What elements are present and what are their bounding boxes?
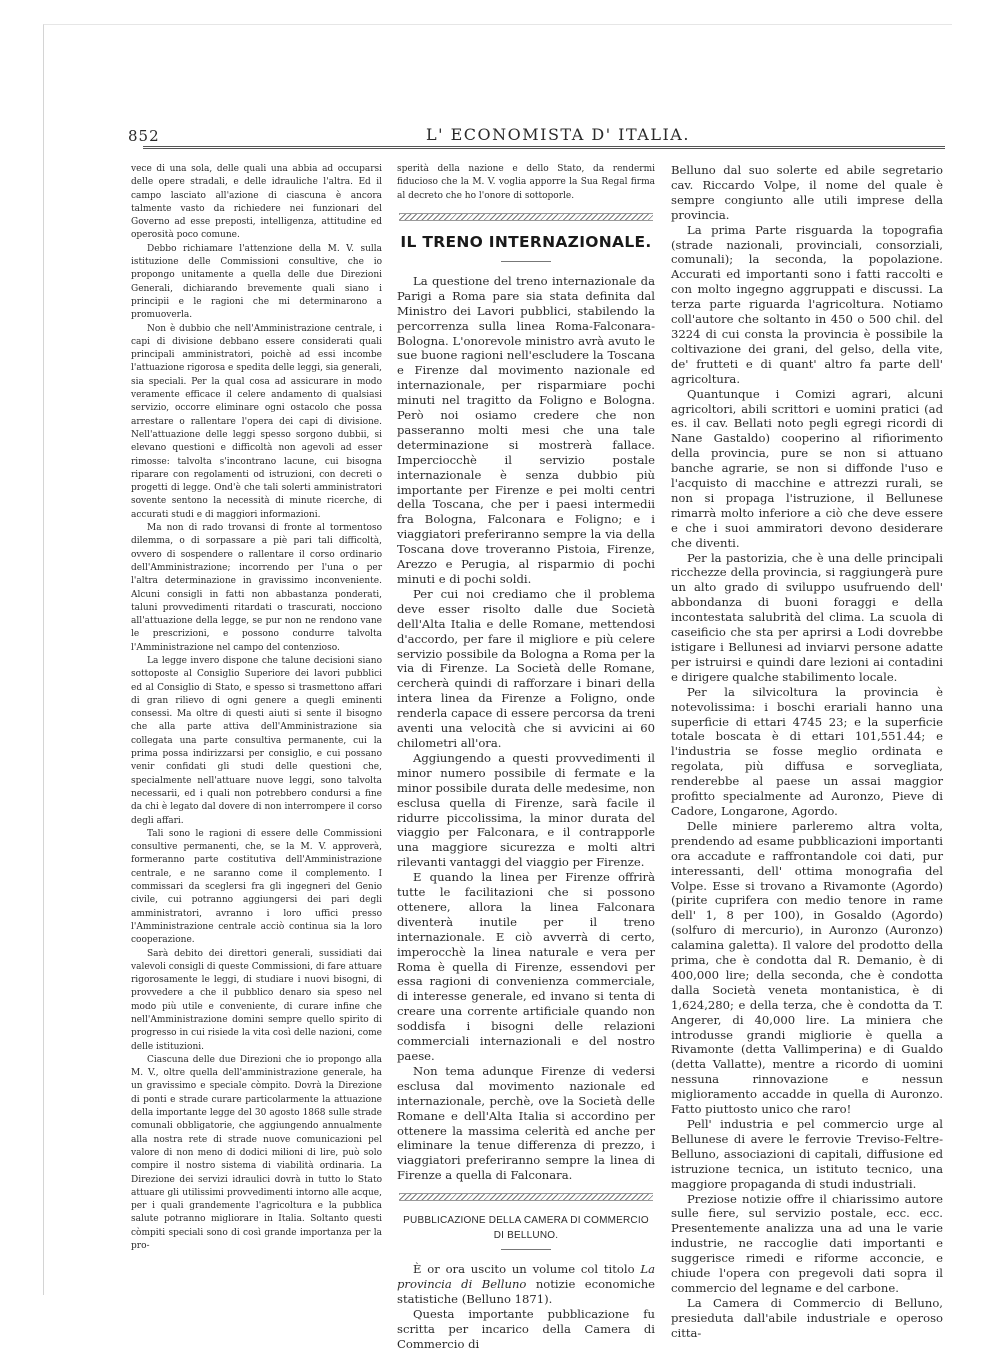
section-subheading: PUBBLICAZIONE DELLA CAMERA DI COMMERCIO DI BELLUNO. xyxy=(403,1215,649,1242)
column-3 xyxy=(671,163,943,1340)
paragraph-text: notizie economiche statistiche (Belluno 1871). xyxy=(397,1277,656,1306)
paragraph: Belluno dal suo solerte ed abile segretario cav. Riccardo Volpe, il nome del quale è sempre congiunto alle utili imprese della provincia. xyxy=(671,163,943,222)
paragraph: Per la pastorizia, che è una delle principali ricchezze della provincia, si raggiungerà pure un alto grado di sviluppo usufruendo dell' abbondanza di buoni foraggi e della incontestata salubrità del clima. La scuola di caseificio che sta per aprirsi a Lodi dovrebbe istigare i Bellunesi ad inviarvi persone adatte per istruirsi e quindi dare lezioni ai contadini e dirigere qualche stabilimento locale. xyxy=(671,550,943,684)
paragraph-text: È or ora uscito un volume col titolo xyxy=(413,1262,635,1277)
paragraph: sperità della nazione e dello Stato, da rendermi fiducioso che la M. V. voglia apporre la Sua Regal firma al decreto che ho l'onore di sottoporle. xyxy=(397,164,655,201)
paragraph: La questione del treno internazionale da Parigi a Roma pare sia stata definita dal Ministro dei Lavori pubblici, stabilendo la percorrenza sulla linea Roma-Falconara-Bologna. L'onorevole ministro avrà avuto le sue buone ragioni nell'escludere la Toscana e Firenze dal movimento nazionale ed internazionale, per risparmiare pochi minuti nel tragitto da Foligno e Bologna. Però noi osiamo credere che non passeranno molti mesi che una tale determinazione si mostrerà fallace. Imperciocchè il servizio postale internazionale è senza dubbio più importante per Firenze e pei molti centri della Toscana, che per i paesi intermedii fra Bologna, Falconara e Foligno; e i viaggiatori preferiranno sempre la via della Toscana dove troveranno Pistoia, Firenze, Arezzo e Perugia, al risparmio di pochi minuti e di pochi soldi. xyxy=(397,273,655,587)
paragraph: Non tema adunque Firenze di vedersi esclusa dal movimento nazionale ed internazionale, perchè, ove la Società delle Romane e dell'Alta Italia si accordino per ottenere la massima celerità ed anche per eliminare la tenue differenza di prezzo, i viaggiatori preferiranno sempre la linea di Firenze a quella di Falconara. xyxy=(397,1063,655,1183)
paragraph: La Camera di Commercio di Belluno, presieduta dall'abile industriale e operoso citta- xyxy=(671,1295,943,1340)
running-title: L' ECONOMISTA D' ITALIA. xyxy=(426,125,690,144)
paragraph: Quantunque i Comizi agrari, alcuni agricoltori, abili scrittori e uomini pratici (ad es. il cav. Bellati noto pegli egregi ricordi di Nane Gastaldo) cooperino al rifiorimento della provincia, pure se non si attuano banche agrarie, se non si diffonde l'uso e l'acquisto di macchine e attrezzi rurali, se non si propaga l'istruzione, il Bellunese rimarrà molto inferiore a ciò che deve essere e che i suoi ammiratori devono desiderare che diventi. xyxy=(671,386,943,550)
ornamental-rule xyxy=(399,213,653,221)
column-1 xyxy=(131,163,383,1252)
paragraph: La prima Parte risguarda la topografia (strade nazionali, provinciali, consorziali, comunali); la seconda, la popolazione. Accurati ed importanti sono i fatti raccolti e con molto ingegno aggruppati e discussi. La terza parte riguarda l'agricoltura. Notiamo coll'autore che soltanto in 450 o 500 chil. del 3224 di cui consta la provincia è possibile la coltivazione dei grani, del gelso, della vite, de' frutteti e di quant' altro fa parte dell' agricoltura. xyxy=(671,222,943,386)
paragraph: Tali sono le ragioni di essere delle Commissioni consultive permanenti, che, se la M. V. approverà, formeranno parte costitutiva dell'Amministrazione centrale, e ne saranno come il complemento. I commissari da sceglersi fra gli ingegneri del Genio civile, cui potranno aggiungersi dei pari degli amministratori, avranno i loro uffici presso l'Amministrazione centrale acciò continua sia la loro cooperazione. xyxy=(131,828,382,946)
book-title: La provincia di Belluno xyxy=(397,1262,656,1292)
paragraph: Per cui noi crediamo che il problema deve esser risolto dalle due Società dell'Alta Italia e delle Romane, mettendosi d'accordo, per fare il migliore e più celere servizio possibile da Bologna a Roma per la via di Firenze. La Società delle Romane, cercherà quindi di rafforzare i binari della intera linea da Firenze a Foligno, onde renderla capace di essere percorsa da treni aventi una velocità che si avvicini ai 60 chilometri all'ora. xyxy=(397,586,655,750)
paragraph: Aggiungendo a questi provvedimenti il minor numero possibile di fermate e la minor possibile durata delle medesime, non esclusa quella di Firenze, sarà facile il ridurre piccolissima, la minor durata del viaggio per Falconara, e il contrapporle una maggiore sicurezza e molti altri rilevanti vantaggi del viaggio per Firenze. xyxy=(397,750,655,870)
paragraph: Pell' industria e pel commercio urge al Bellunese di avere le ferrovie Treviso-Feltre-Belluno, associazioni di capitali, diffusione ed istruzione tecnica, un istituto tecnico, una maggiore propaganda di studi industriali. xyxy=(671,1117,943,1191)
short-rule xyxy=(501,1249,551,1250)
paragraph xyxy=(397,1262,655,1307)
header-rule xyxy=(143,146,945,149)
article-headline: IL TRENO INTERNAZIONALE. xyxy=(400,232,652,251)
paragraph: Debbo richiamare l'attenzione della M. V. sulla istituzione delle Commissioni consultive, che io propongo unitamente a quella delle due Direzioni Generali, dichiarando brevemente quali siano i principii e le ragioni che mi determinarono a promuoverla. xyxy=(131,243,382,321)
paragraph: Questa importante pubblicazione fu scritta per incarico della Camera di Commercio di xyxy=(397,1306,655,1351)
paragraph: Non è dubbio che nell'Amministrazione centrale, i capi di divisione debbano essere considerati quali principali amministratori, poichè ad essi incombe l'attuazione rigorosa e spedita delle leggi, sia generali, sia speciali. Per la qual cosa ad assicurare in modo veramente efficace il celere andamento di qualsiasi servizio, occorre eliminare ogni ostacolo che possa arrestare o rallentare l'opera dei capi di divisione. Nell'attuazione delle leggi spesso sorgono dubbii, si elevano questioni e difficoltà non agevoli ad esser rimosse: talvolta s'incontrano lacune, cui bisogna riparare con regolamenti od istruzioni, con decreti o progetti di legge. Ond'è che tali solerti amministratori sovente sentono la necessità di minute ricerche, di accurati studi e di maggiori informazioni. xyxy=(131,323,383,520)
paragraph: Delle miniere parleremo altra volta, prendendo ad esame pubblicazioni importanti ora accadute e raffrontandole coi dati, pur interessanti, dell' ottima monografia del Volpe. Esse si trovano a Rivamonte (Agordo) (pirite cuprifera con medio tenore in rame dell' 1, 8 per 100), in Gosaldo (Agordo) (solfuro di mercurio), in Auronzo (Auronzo) calamina galetta). Il valore del prodotto della prima, che è condotta dal R. Demanio, è di 400,000 lire; della seconda, che è condotta dalla Società veneta montanistica, è di 1,624,280; e della terza, che è condotta da T. Angerer, di 40,000 lire. La miniera che introdusse grandi migliorie è quella a Rivamonte (detta Vallimperina) e di Gualdo (detta Vallatte), mentre a ricordo di uomini nessuna rinnovazione e nessun miglioramento accadde in quella di Auronzo. Fatto piuttosto unico che raro! xyxy=(671,818,943,1117)
ornamental-rule xyxy=(399,1193,653,1201)
paragraph: Per la silvicoltura la provincia è notevolissima: i boschi erariali hanno una superficie di ettari 4745 23; e la superficie totale boscata è di ettari 101,551.44; e l'industria se fosse meglio ordinata e regolata, più diffusa e sorvegliata, renderebbe al paese un assai maggior profitto specialmente ad Auronzo, Pieve di Cadore, Longarone, Agordo. xyxy=(671,684,943,818)
short-rule xyxy=(501,261,551,262)
paragraph: vece di una sola, delle quali una abbia ad occuparsi delle opere stradali, e delle idrauliche l'altra. Ed il campo lasciato all'azione di ciascuna è ancora talmente vasto da richiedere nei funzionari del Governo ad esse preposti, intelligenza, attitudine ed operosità poco comune. xyxy=(131,164,382,241)
paragraph: Ciascuna delle due Direzioni che io propongo alla M. V., oltre quella dell'amministrazione generale, ha un gravissimo e speciale còmpito. Dovrà la Direzione di ponti e strade curare particolarmente la attuazione della importante legge del 30 agosto 1868 sulle strade comunali obbligatorie, che aggiungendo annualmente alla nostra rete di strade nuove comunicazioni pel valore di non meno di dodici milioni di lire, può solo compire il nostro sistema di viabilità ordinaria. La Direzione dei servizi idraulici dovrà in tutto lo Stato attuare gli utilissimi provvedimenti intorno alle acque, per i quali grandemente l'agricoltura e la pubblica salute potranno migliorare in Italia. Soltanto questi còmpiti speciali sono di così grande importanza per la pro- xyxy=(131,1054,382,1252)
column-2 xyxy=(397,163,656,1351)
paragraph: E quando la linea per Firenze offrirà tutte le facilitazioni che si possono ottenere, allora la linea Falconara diventerà inutile per il treno internazionale. E ciò avverrà di certo, imperocchè la linea naturale e vera per Roma è quella di Firenze, essendovi per essa ragioni di convenienza commerciale, di interesse generale, ed invano si tenta di creare una corrente artificiale quando non soddisfa i bisogni delle relazioni commerciali internazionali e del nostro paese. xyxy=(397,870,655,1064)
paragraph: La legge invero dispone che talune decisioni siano sottoposte al Consiglio Superiore dei lavori pubblici ed al Consiglio di Stato, e spesso si trasmettono affari di gran rilievo di ogni genere a quegli eminenti consessi. Ma oltre di questi aiuti si sente il bisogno che alla parte attiva dell'Amministrazione sia collegata una parte consultiva permanente, cui la prima possa indirizzarsi per consiglio, e cui possano venir confidati gli studi delle questioni che, specialmente nell'attuare nuove leggi, sono talvolta necessarii, ed i quali non potrebbero condursi a fine da chi è legato dal dovere di non interrompere il corso degli affari. xyxy=(131,655,382,826)
paragraph: Ma non di rado trovansi di fronte al tormentoso dilemma, o di sorpassare a piè pari tali difficoltà, ovvero di sospendere o rallentare il corso ordinario dell'Amministrazione; incorrendo per l'una o per l'altra determinazione in gravissimo inconveniente. Alcuni consigli in fatti non abbastanza ponderati, taluni provvedimenti ritardati o trascurati, nocciono all'attuazione della legge, se pur non ne rendono vane le prescrizioni, e possono condurre talvolta l'Amministrazione nel campo del contenzioso. xyxy=(131,523,382,653)
paragraph: Preziose notizie offre il chiarissimo autore sulle fiere, sul servizio postale, ecc. ecc. Presentemente analizza una ad una le varie industrie, ne raccoglie dati importanti e suggerisce rimedi e riforme acconcie, e chiude l'opera con pregevoli dati sopra il commercio del legname e del carbone. xyxy=(671,1191,943,1295)
page-number: 852 xyxy=(128,127,160,145)
paragraph: Sarà debito dei direttori generali, sussidiati dai valevoli consigli di queste Commissioni, di fare attuare rigorosamente le leggi, di studiare i nuovi bisogni, di provvedere a che il pubblico denaro sia speso nel modo più utile e conveniente, di curare infine che nell'Amministrazione domini sempre quello spirito di progresso in cui risiede la vita così delle nazioni, come delle istituzioni. xyxy=(131,948,382,1052)
